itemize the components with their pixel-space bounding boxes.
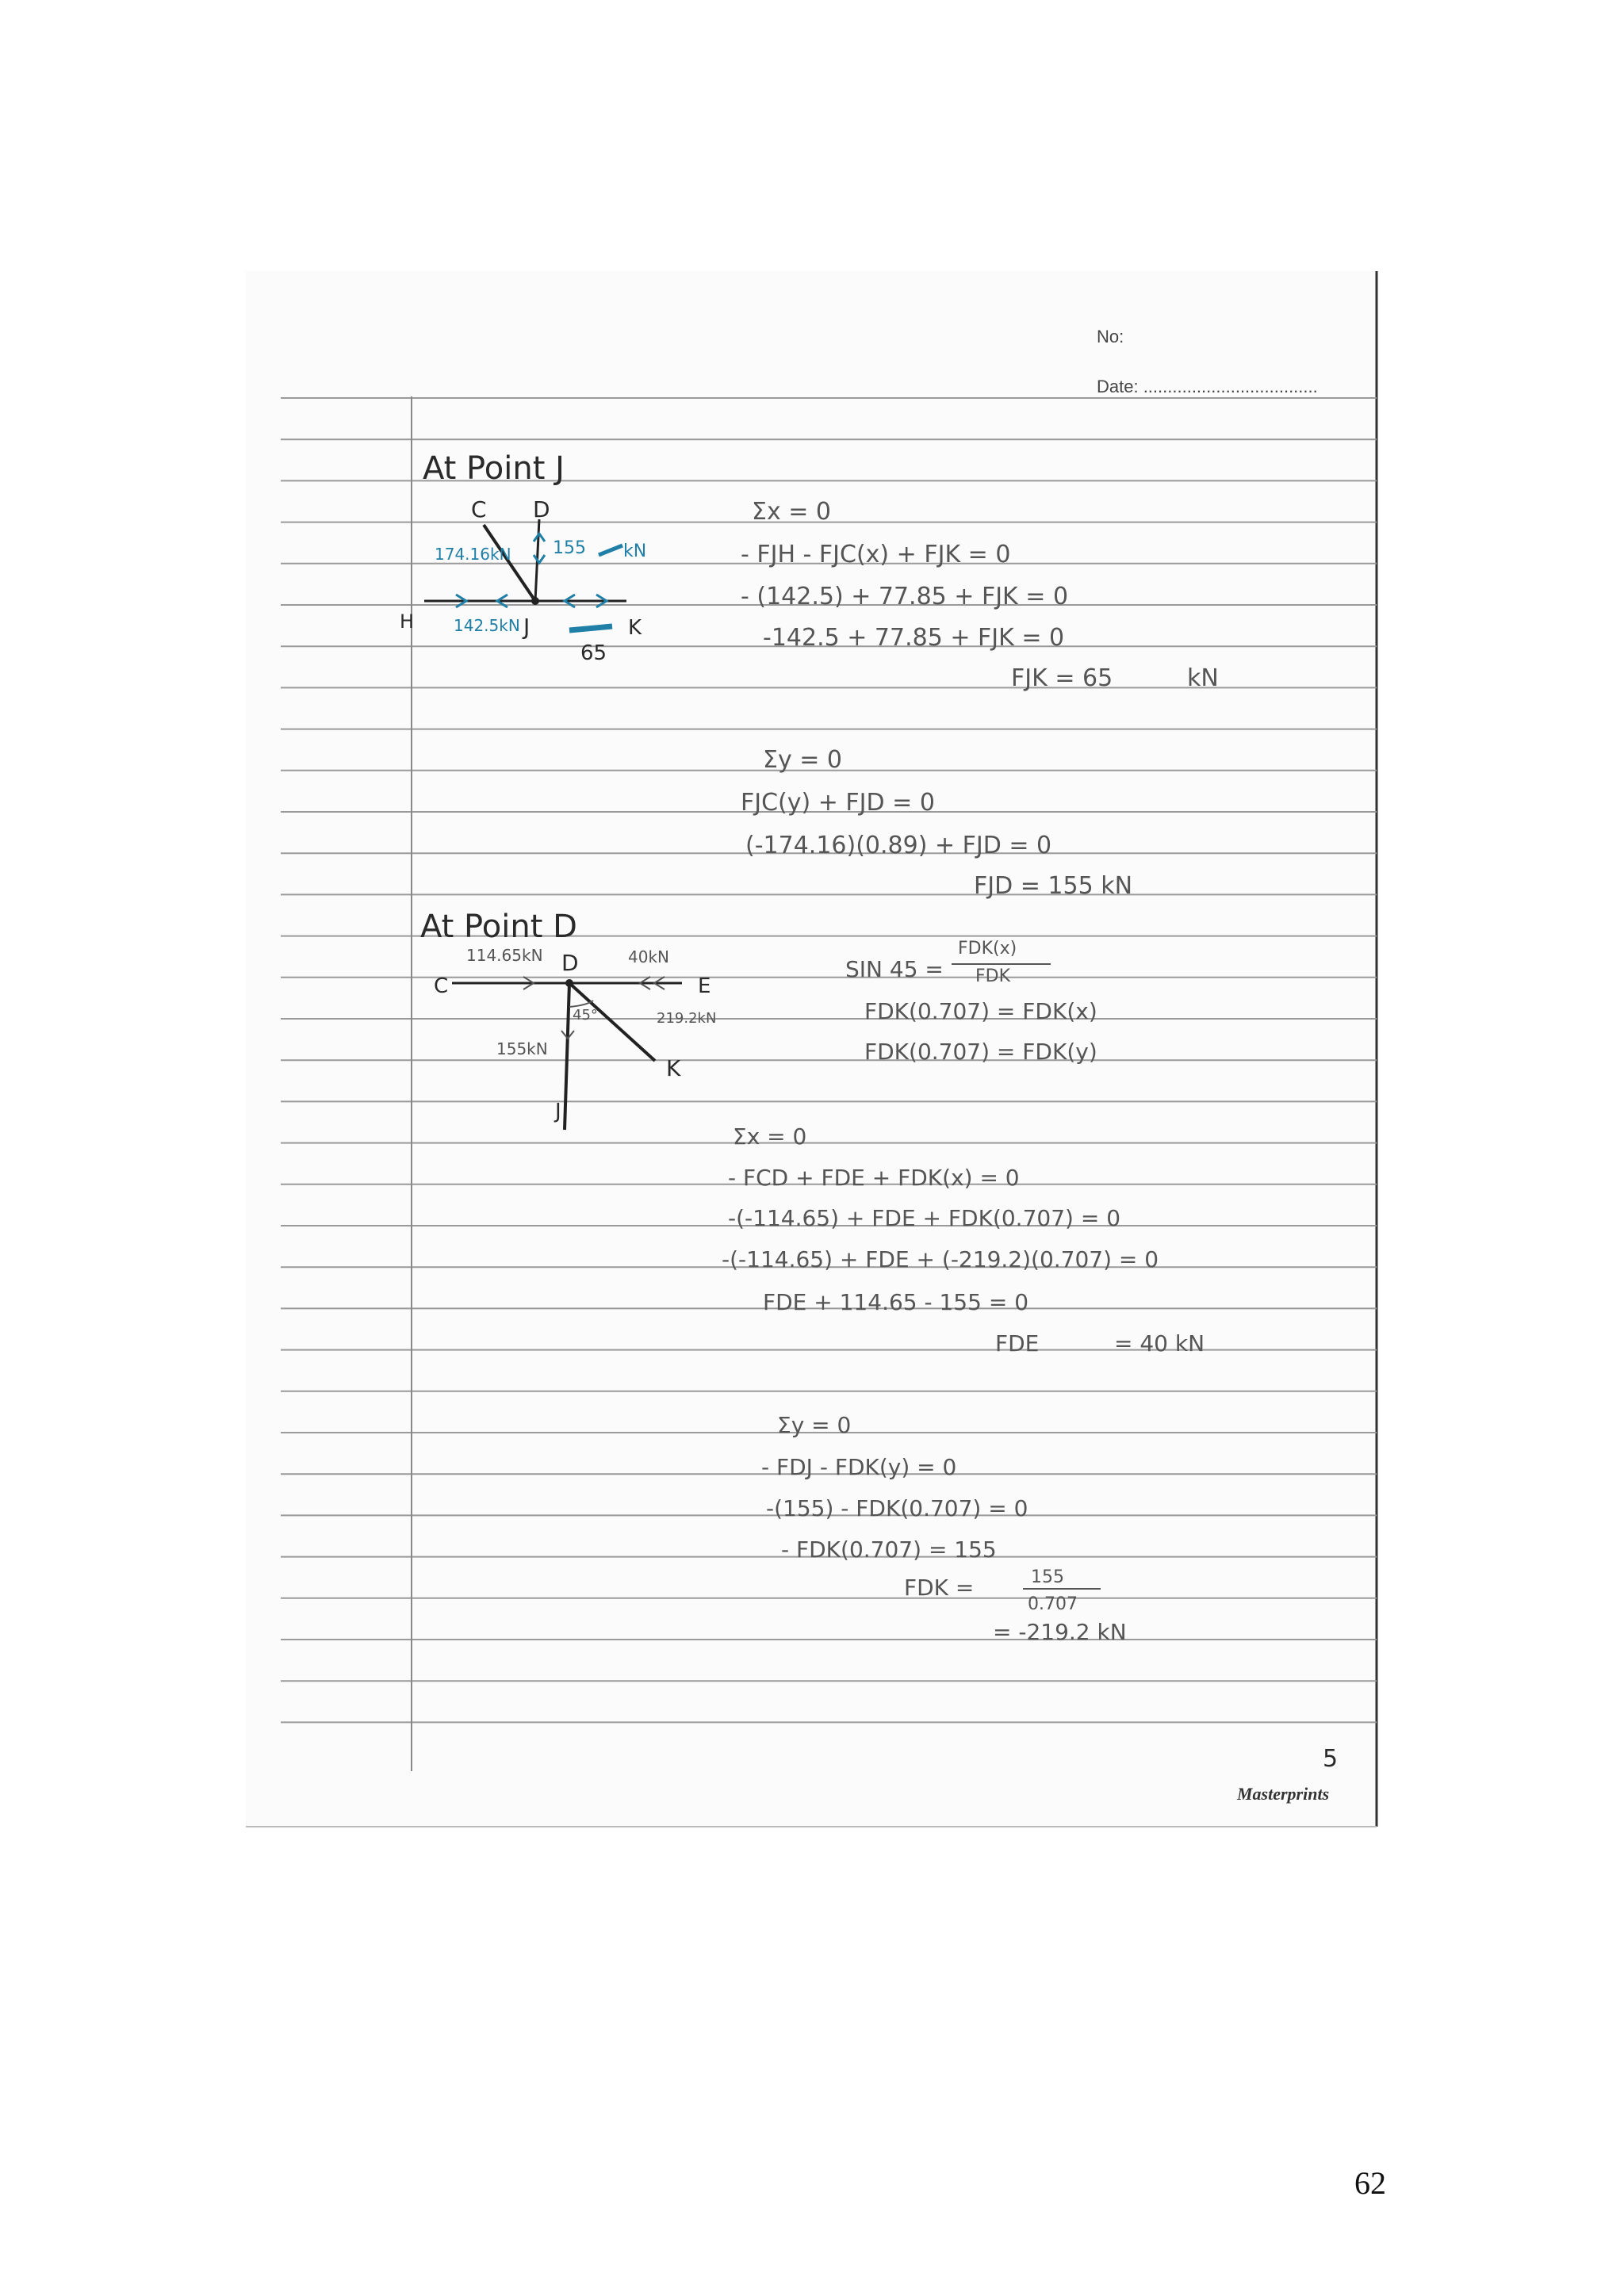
point-d-title: At Point D (420, 909, 577, 945)
brand-logo: Masterprints (1237, 1784, 1330, 1804)
d-sum-y-line-1: - FDJ - FDK(y) = 0 (761, 1454, 957, 1480)
d-sum-x-line-2: -(-114.65) + FDE + FDK(0.707) = 0 (728, 1205, 1121, 1231)
page-number: 62 (1354, 2165, 1386, 2201)
d-sum-y-denominator: 0.707 (1028, 1594, 1078, 1614)
angle-45-label: 45° (573, 1007, 598, 1024)
point-j-label-h: H (400, 610, 415, 633)
d-sin-line-1: FDK(0.707) = FDK(x) (864, 998, 1097, 1024)
d-sin-line-2: FDK(0.707) = FDK(y) (864, 1039, 1097, 1065)
d-sum-y-line-3: - FDK(0.707) = 155 (781, 1536, 997, 1563)
d-sum-y-heading: Σy = 0 (777, 1412, 852, 1438)
point-j-label-c: C (471, 496, 487, 522)
d-sum-y-line-2: -(155) - FDK(0.707) = 0 (766, 1495, 1028, 1521)
d-sum-x-heading: Σx = 0 (733, 1123, 807, 1150)
d-sum-x-line-4: FDE + 114.65 - 155 = 0 (763, 1289, 1029, 1315)
point-j-label-k: K (628, 616, 642, 640)
j-sum-x-result: FJK = 65 (1011, 664, 1113, 692)
force-fdk-label: 219.2kN (657, 1010, 717, 1027)
j-sum-y-line-2: (-174.16)(0.89) + FJD = 0 (745, 832, 1052, 859)
force-fde-label: 40kN (628, 947, 669, 966)
d-sum-x-result: = 40 kN (1114, 1330, 1205, 1357)
d-sin-numerator: FDK(x) (958, 939, 1017, 959)
j-sum-x-line-1: - FJH - FJC(x) + FJK = 0 (741, 541, 1011, 568)
j-sum-x-heading: Σx = 0 (752, 498, 832, 526)
point-d-label-e: E (698, 974, 711, 998)
point-j-title: At Point J (423, 450, 565, 487)
d-sum-x-line-1: - FCD + FDE + FDK(x) = 0 (728, 1165, 1020, 1191)
j-sum-x-unit: kN (1187, 664, 1219, 692)
j-sum-y-result: FJD = 155 kN (974, 872, 1133, 900)
d-sin-denominator: FDK (975, 966, 1011, 986)
d-sum-y-fdk: FDK = (904, 1575, 975, 1601)
point-d-label-c: C (434, 974, 449, 998)
point-j-label-j: J (523, 614, 530, 640)
point-j-label-d: D (533, 496, 550, 522)
d-sum-y-result: = -219.2 kN (993, 1619, 1127, 1645)
no-label: No: (1097, 327, 1124, 346)
date-label: Date: .................................... (1097, 377, 1318, 396)
force-fdj-label: 155kN (496, 1039, 548, 1058)
d-sin-label: SIN 45 = (845, 956, 944, 982)
force-fjh-label: 142.5kN (454, 616, 520, 635)
point-d-label-k: K (666, 1055, 681, 1081)
force-fjd-unit: kN (623, 541, 647, 561)
j-sum-x-line-2: - (142.5) + 77.85 + FJK = 0 (741, 583, 1069, 610)
point-d-label-d: D (561, 950, 579, 976)
sheet-number: 5 (1323, 1745, 1339, 1773)
j-sum-x-line-3: -142.5 + 77.85 + FJK = 0 (763, 624, 1065, 652)
force-fjd-label: 155 (553, 538, 586, 558)
d-sum-x-line-3: -(-114.65) + FDE + (-219.2)(0.707) = 0 (722, 1246, 1159, 1272)
point-d-label-j: J (555, 1100, 561, 1123)
force-fdc-label: 114.65kN (466, 946, 543, 965)
d-sum-x-fde: FDE (995, 1330, 1040, 1357)
force-fjk-label: 65 (580, 641, 607, 665)
j-sum-y-heading: Σy = 0 (763, 746, 843, 774)
force-fjc-label: 174.16kN (435, 545, 511, 564)
j-sum-y-line-1: FJC(y) + FJD = 0 (741, 789, 935, 817)
d-sum-y-numerator: 155 (1031, 1567, 1064, 1587)
